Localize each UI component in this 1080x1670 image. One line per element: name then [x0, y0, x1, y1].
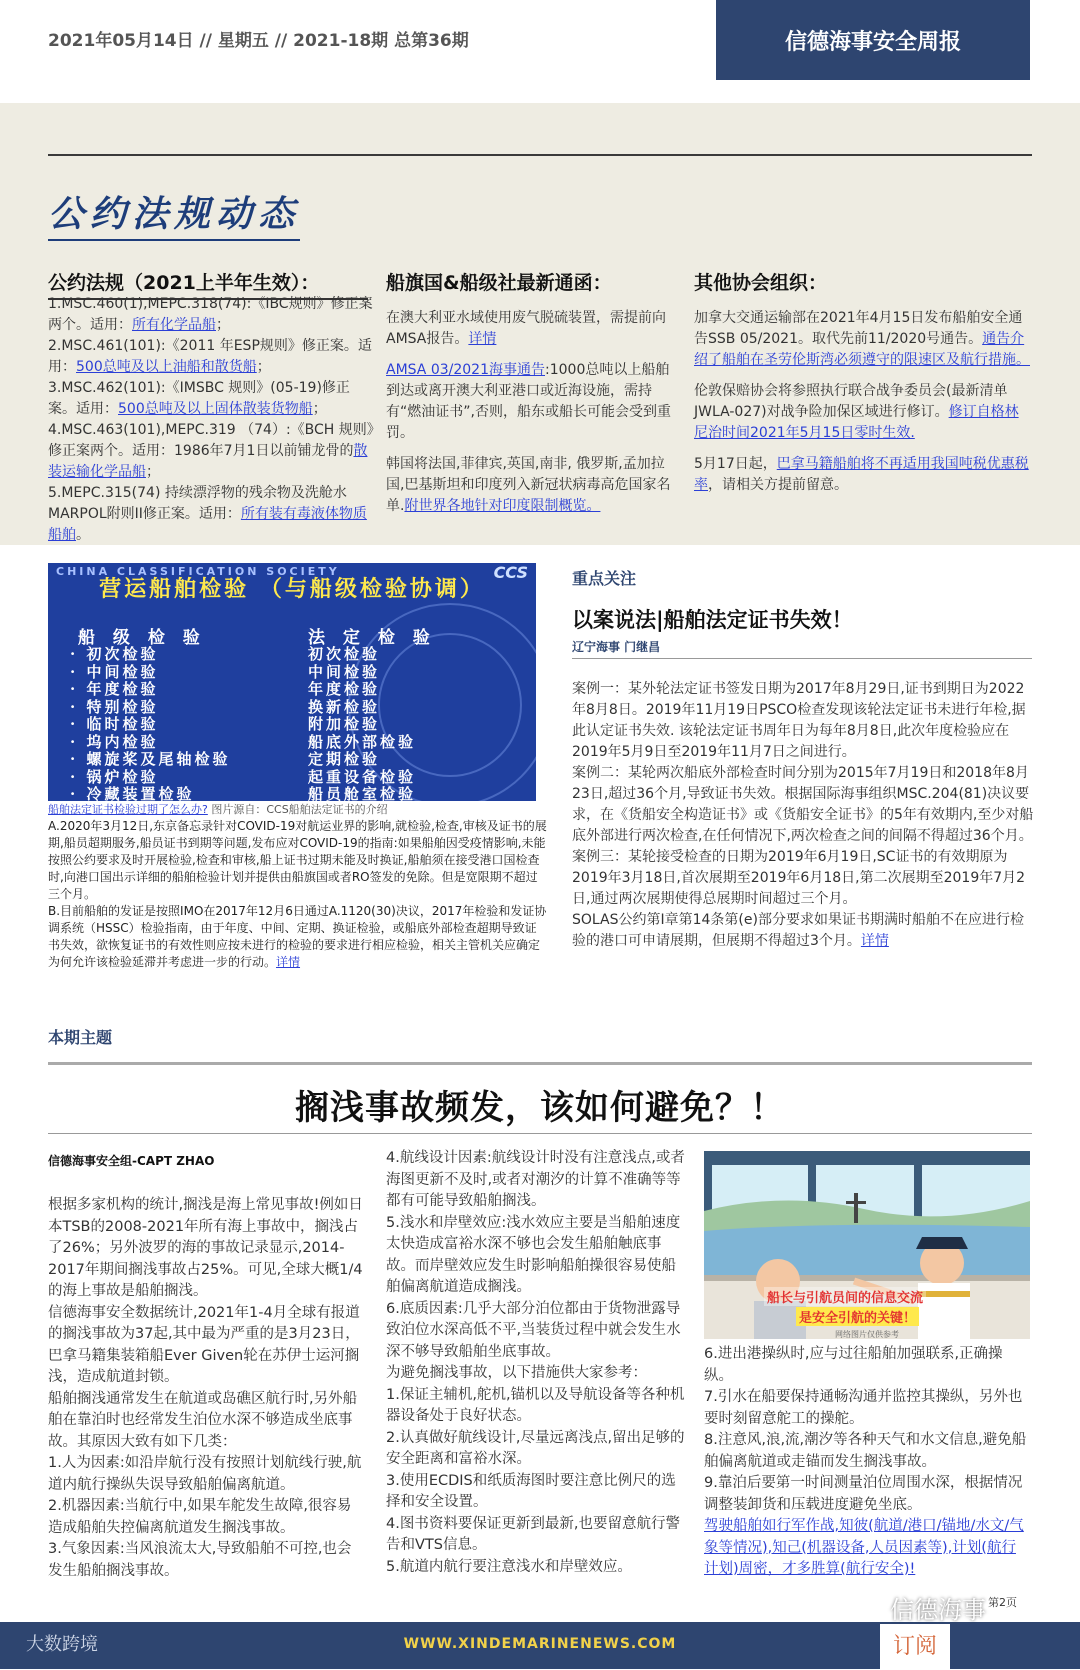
theme-paragraph: 7.引水在船要保持通畅沟通并监控其操纵，另外也要时刻留意舵工的操舵。 [704, 1389, 1023, 1427]
jwla-revision-link[interactable]: 修订自格林尼治时间2021年5月15日零时生效. [694, 404, 1019, 441]
focus-divider [572, 658, 1032, 659]
theme-title: 搁浅事故频发，该如何避免？！ [295, 1088, 785, 1128]
illustration-text: 是安全引航的关键！ [796, 1307, 919, 1326]
amsa-detail-link[interactable]: 详情 [468, 331, 497, 347]
focus-body [572, 679, 1034, 952]
theme-paragraph: 2.认真做好航线设计,尽量远离浅点,留出足够的安全距离和富裕水深。 [386, 1429, 685, 1467]
subscribe-button[interactable]: 订阅 [880, 1624, 950, 1669]
focus-byline: 辽宁海事 门继昌 [572, 640, 661, 654]
illustration-caption: 网络图片仅供参考 [835, 1330, 899, 1339]
slide-org-name: CHINA CLASSIFICATION SOCIETY [56, 565, 340, 578]
class-survey-item: · 中间检验 [70, 662, 159, 681]
statutory-survey-item: 初次检验 [308, 645, 381, 663]
statutory-survey-item: 换新检验 [308, 697, 381, 716]
theme-paragraph: 4.图书资料要保证更新到最新,也要留意航行警告和VTS信息。 [386, 1515, 680, 1553]
convention-item: 2.MSC.461(101):《2011 年ESP规则》修正案。适用：500总吨及以上油船和散货船； [48, 338, 372, 375]
statutory-survey-item: 附加检验 [308, 715, 381, 733]
india-restriction-link[interactable]: 附世界各地针对印度限制概览。 [404, 498, 601, 514]
class-survey-item: · 坞内检验 [70, 732, 159, 751]
theme-column-1 [48, 1195, 364, 1582]
pilot-captain-illustration [704, 1151, 1030, 1339]
focus-title: 以案说法|船舶法定证书失效！ [572, 608, 853, 632]
theme-paragraph: 3.使用ECDIS和纸质海图时要注意比例尺的选择和安全设置。 [386, 1472, 676, 1510]
theme-paragraph: 4.航线设计因素:航线设计时没有注意浅点,或者海图更新不及时,或者对潮汐的计算不准确等等都有可能导致船舶搁浅。 [386, 1150, 685, 1209]
theme-paragraph: 1.人为因素:如沿岸航行没有按照计划航线行驶,航道内航行操纵失误导致船舶偏离航道。 [48, 1455, 362, 1493]
brand-title: 信德海事安全周报 [784, 29, 961, 55]
class-survey-item: · 锅炉检验 [70, 767, 159, 786]
theme-paragraph: 根据多家机构的统计,搁浅是海上常见事故!例如日本TSB的2008-2021年所有海上事故中，搁浅占了26%；另外波罗的海的事故记录显示,2014-2017年期间搁浅事故占25%。可见,全球大概1/4的海上事故是船舶搁浅。 [48, 1197, 363, 1299]
class-survey-heading: 船 级 检 验 [78, 628, 206, 648]
brand-banner [716, 0, 1030, 80]
statutory-survey-item: 年度检验 [308, 680, 381, 698]
solas-note: SOLAS公约第I章第14条第(e)部分要求如果证书期满时船舶不在应进行检验的港口可申请展期，但展期不得超过3个月。详情 [572, 912, 1024, 949]
flag-state-news: 在澳大利亚水域使用废气脱硫装置，需提前向AMSA报告。详情 AMSA 03/2021海事通告:1000总吨以上船舶到达或离开澳大利亚港口或近海设施，需持有“燃油证书”,否则，船东或船长可能会受到重罚。 韩国将法国,菲律宾,英国,南非, 俄罗斯,孟加拉国,巴基斯坦和印度列入新冠状病毒高危国家名单.附世界各地针对印度限制概览。 [386, 310, 671, 514]
class-survey-item: · 临时检验 [70, 715, 159, 733]
section-title: 公约法规动态 [48, 186, 300, 241]
illustration-text: 船长与引航员间的信息交流 [764, 1287, 926, 1306]
theme-paragraph: 为避免搁浅事故，以下措施供大家参考： [386, 1365, 647, 1381]
website-link[interactable]: WWW.XINDEMARINENEWS.COM [403, 1636, 677, 1652]
section-divider [48, 154, 1032, 156]
paragraph-b: B.目前船舶的发证是按照IMO在2017年12月6日通过A.1120(30)决议，2017年检验和发证协调系统（HSSC）检验指南，由于年度、中间、定期、换证检验，或船底外部检查超期导致证书失效，欲恢复证书的有效性则应按未进行的检验的要求进行相应检验，相关主管机关应确定为何允许该检验延滞并考虑进一步的行动。详情 [48, 904, 547, 969]
convention-link[interactable]: 所有化学品船 [132, 317, 216, 333]
theme-paragraph: 信德海事安全数据统计,2021年1-4月全球有报道的搁浅事故为37起,其中最为严重的是3月23日，巴拿马籍集装箱船Ever Given轮在苏伊士运河搁浅，造成航道封锁。 [48, 1304, 360, 1385]
convention-item: 1.MSC.460(1),MEPC.318(74):《IBC规则》修正案两个。适用：所有化学品船； [48, 296, 373, 333]
hssc-detail-link[interactable]: 详情 [276, 955, 301, 969]
ssb-notice-link[interactable]: 通告介绍了船舶在圣劳伦斯湾必须遵守的限速区及航行措施。 [694, 331, 1030, 368]
convention-link[interactable]: 500总吨及以上固体散装货物船 [118, 401, 313, 417]
convention-list [48, 294, 374, 546]
statutory-survey-item: 起重设备检验 [308, 767, 417, 786]
slide-title: 营运船舶检验 （与船级检验协调） [99, 576, 485, 602]
theme-paragraph: 6.底质因素:几乎大部分泊位都由于货物泄露导致泊位水深高低不平,当装货过程中就会发生水深不够导致船舶坐底事故。 [386, 1300, 681, 1360]
focus-tag: 重点关注 [572, 569, 637, 588]
statutory-survey-item: 定期检验 [308, 750, 381, 768]
class-survey-item: · 初次检验 [70, 645, 159, 663]
theme-tag: 本期主题 [48, 1028, 113, 1047]
theme-author: 信德海事安全组-CAPT ZHAO [48, 1154, 215, 1168]
theme-paragraph: 9.靠泊后要第一时间测量泊位周围水深，根据情况调整装卸货和压载进度避免坐底。 [704, 1475, 1023, 1513]
theme-divider [48, 1133, 1032, 1134]
statutory-survey-item: 船员舱室检验 [308, 785, 417, 801]
paragraph-a: A.2020年3月12日,东京备忘录针对COVID-19对航运业界的影响,就检验,检查,审核及证书的展期,船员超期服务,船员证书到期等问题,发布应对COVID-19的指南:如果船舶因受疫情影响,未能按照公约要求及时开展检验,检查和审核,船上证书过期未能及时换证,船舶须在接受港口国检查时,向港口国出示详细的船舶检验计划并提供由船旗国或者RO签发的免除。但是宽限期不超过三个月。 [48, 819, 547, 901]
class-survey-item: · 冷藏装置检验 [70, 785, 195, 801]
solas-detail-link[interactable]: 详情 [860, 933, 889, 949]
certificate-extension-text [48, 818, 548, 971]
theme-paragraph: 1.保证主辅机,舵机,锚机以及导航设备等各种机器设备处于良好状态。 [386, 1386, 685, 1424]
page-number: 第2页 [988, 1596, 1017, 1609]
survey-slide-image [48, 563, 536, 801]
theme-paragraph: 3.气象因素:当风浪流太大,导致船舶不可控,也会发生船舶搁浅事故。 [48, 1541, 352, 1579]
slide-caption: 船舶法定证书检验过期了怎么办? 图片源自：CCS船舶法定证书的介绍 [48, 803, 388, 816]
footer-watermark-left: 大数跨境 [26, 1634, 98, 1655]
convention-heading: 公约法规（2021上半年生效）： [48, 268, 368, 300]
theme-paragraph: 5.航道内航行要注意浅水和岸壁效应。 [386, 1558, 632, 1575]
case-one: 案例一：某外轮法定证书签发日期为2017年8月29日,证书到期日为2022年8月8日。2019年11月19日PSCO检查发现该轮法定证书未进行年检,据此认定证书失效. 该轮法定证书周年日为每年8月8日,此次年度检验应在2019年5月9日至2019年11月7日之间进行。 [572, 681, 1026, 760]
flag-state-heading: 船旗国&船级社最新通函： [386, 272, 612, 294]
issue-date-line: 2021年05月14日 // 星期五 // 2021-18期 总第36期 [48, 31, 469, 51]
theme-divider [48, 1062, 1032, 1065]
convention-link[interactable]: 500总吨及以上油船和散货船 [76, 359, 257, 375]
other-org-heading: 其他协会组织： [694, 272, 828, 294]
theme-paragraph: 8.注意风,浪,流,潮汐等各种天气和水文信息,避免船舶偏离航道或走锚而发生搁浅事故。 [704, 1432, 1027, 1470]
wechat-watermark: 信德海事 [890, 1596, 986, 1624]
statutory-survey-item: 船底外部检验 [308, 732, 417, 751]
theme-paragraph: 船舶搁浅通常发生在航道或岛礁区航行时,另外船舶在靠泊时也经常发生泊位水深不够造成坐底事故。其原因大致有如下几类： [48, 1390, 358, 1450]
slide-caption-link[interactable]: 船舶法定证书检验过期了怎么办? [48, 803, 208, 816]
statutory-survey-heading: 法 定 检 验 [308, 628, 436, 648]
class-survey-item: · 特别检验 [70, 697, 159, 716]
theme-column-2 [386, 1148, 686, 1578]
class-survey-item: · 年度检验 [70, 680, 159, 698]
convention-item: 4.MSC.463(101),MEPC.319 （74）:《BCH 规则》修正案两个。适用：1986年7月1日以前铺龙骨的散装运输化学品船； [48, 422, 374, 480]
statutory-survey-item: 中间检验 [308, 662, 381, 681]
theme-paragraph: 2.机器因素:当航行中,如果车舵发生故障,很容易造成船舶失控偏离航道发生搁浅事故。 [48, 1498, 352, 1536]
convention-item: 5.MEPC.315(74) 持续漂浮物的残余物及洗舱水MARPOL附则II修正案。适用：所有装有毒液体物质船舶。 [48, 485, 367, 543]
other-org-news: 加拿大交通运输部在2021年4月15日发布船舶安全通告SSB 05/2021。取代先前11/2020号通告。通告介绍了船舶在圣劳伦斯湾必须遵守的限速区及航行措施。 伦敦保赔协会将参照执行联合战争委员会(最新清单JWLA-027)对战争险加保区域进行修订。修订自格林尼治时间2021年5月15日零时生效. 5月17日起，巴拿马籍船舶将不再适用我国吨税优惠税率，请相关方提前留意。 [694, 310, 1030, 493]
safety-motto-link[interactable]: 驾驶船舶如行军作战,知彼(航道/港口/锚地/水文/气象等情况),知己(机器设备,人员因素等),计划(航行计划)周密，才多胜算(航行安全)! [704, 1518, 1024, 1577]
ccs-emblem-ring [378, 633, 522, 777]
case-two: 案例二：某轮两次船底外部检查时间分别为2015年7月19日和2018年8月23日,超过36个月,导致证书失效。根据国际海事组织MSC.204(81)决议要求，在《货船安全构造证书》或《货船安全证书》的5年有效期内,至少对船底外部进行两次检查,在任何情况下,两次检查之间的间隔不得超过36个月。 [572, 765, 1034, 844]
ccs-logo: CCS [493, 563, 528, 582]
theme-paragraph: 5.浅水和岸壁效应:浅水效应主要是当船舶速度太快造成富裕水深不够也会发生船舶触底事故。而岸壁效应发生时影响船舶操很容易使船舶偏离航道造成搁浅。 [386, 1214, 681, 1295]
amsa-notice-link[interactable]: AMSA 03/2021海事通告 [386, 362, 545, 378]
class-survey-item: · 螺旋桨及尾轴检验 [70, 750, 231, 768]
convention-link[interactable]: 所有装有毒液体物质船舶 [48, 506, 367, 543]
theme-paragraph: 6.进出港操纵时,应与过往船舶加强联系,正确操纵。 [704, 1346, 1003, 1384]
tonnage-tax-link[interactable]: 巴拿马籍船舶将不再适用我国吨税优惠税率 [694, 456, 1029, 493]
convention-item: 3.MSC.462(101):《IMSBC 规则》(05-19)修正案。适用：500总吨及以上固体散装货物船； [48, 380, 350, 417]
case-three: 案例三：某轮接受检查的日期为2019年6月19日,SC证书的有效期原为2019年3月18日,首次展期至2019年6月18日,第二次展期至2019年7月2日,通过两次展期使得总展期时间超过三个月。 [572, 849, 1026, 907]
convention-link[interactable]: 散装运输化学品船 [48, 443, 368, 480]
theme-column-3 [704, 1344, 1030, 1581]
